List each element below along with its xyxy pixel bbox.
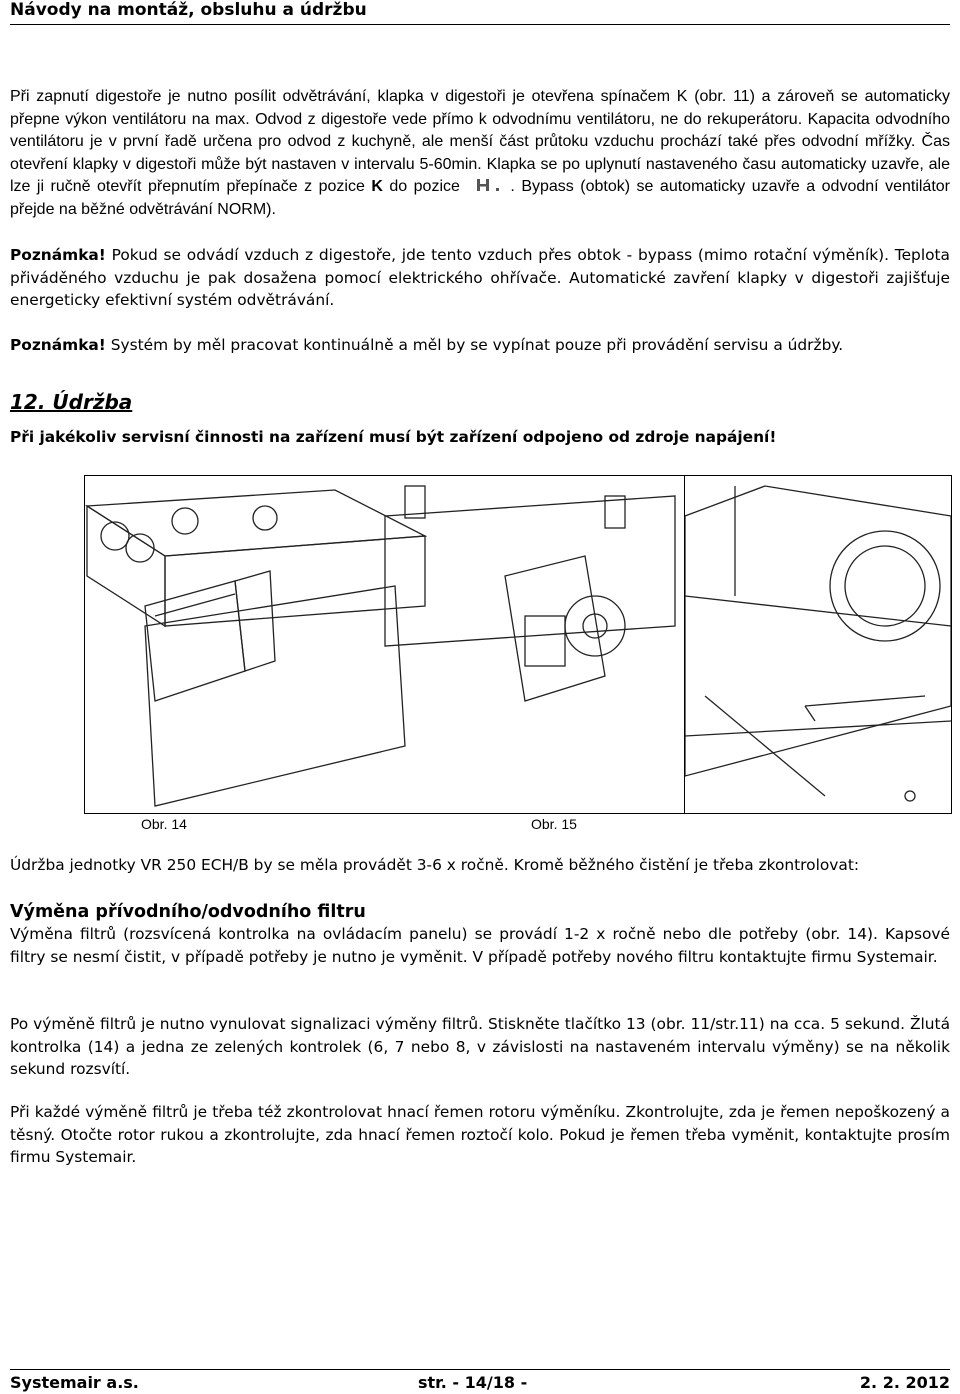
switch-k-label: K: [371, 178, 383, 196]
note-label: Poznámka!: [10, 336, 106, 354]
page-header-title: Návody na montáž, obsluhu a údržbu: [10, 0, 367, 20]
maintenance-intro: Údržba jednotky VR 250 ECH/B by se měla provádět 3-6 x ročně. Kromě běžného čistění je třeba zkontrolovat:: [10, 856, 860, 874]
footer-date: 2. 2. 2012: [859, 1373, 950, 1392]
header-divider: [10, 24, 950, 25]
note-continuous-operation: [10, 334, 950, 357]
paragraph-hood-operation: [10, 86, 950, 222]
filter-replacement-drawing: [85, 476, 683, 813]
safety-warning: Při jakékoliv servisní činnosti na zařízení musí být zařízení odpojeno od zdroje napájení!: [10, 428, 777, 446]
section-heading-maintenance: 12. Údržba: [10, 390, 133, 414]
footer-company: Systemair a.s.: [10, 1373, 139, 1392]
filter-paragraph-1: Výměna filtrů (rozsvícená kontrolka na ovládacím panelu) se provádí 1-2 x ročně nebo dle potřeby (obr. 14). Kapsové filtry se nesmí čistit, v případě potřeby je nutno je vyměnit. V případě potřeby nového filtru kontaktujte firmu Systemair.: [10, 925, 950, 966]
footer-divider: [10, 1369, 950, 1370]
note-bypass: [10, 244, 950, 312]
figure-caption-14: Obr. 14: [141, 816, 187, 832]
note-text: Pokud se odvádí vzduch z digestoře, jde tento vzduch přes obtok - bypass (mimo rotační výměník). Teplota přiváděného vzduchu je pak dosažena pomocí elektrického ohřívače. Automatické zavření klapky v digestoři zajišťuje energeticky efektivní systém odvětrávání.: [10, 246, 950, 310]
figure-caption-15: Obr. 15: [531, 816, 577, 832]
filter-paragraph-2: Po výměně filtrů je nutno vynulovat signalizaci výměny filtrů. Stiskněte tlačítko 13 (obr. 11/str.11) na cca. 5 sekund. Žlutá kontrolka (14) a jedna ze zelených kontrolek (6, 7 nebo 8, v závislosti na nastaveném intervalu výměny) se na několik sekund rozsvítí.: [10, 1015, 950, 1079]
note-label: Poznámka!: [10, 246, 106, 264]
note-text: Systém by měl pracovat kontinuálně a měl by se vypínat pouze při provádění servisu a údržby.: [105, 336, 844, 354]
paragraph-text-after-icon: . Bypass (obtok) se automaticky uzavře a odvodní ventilátor přejde na běžné odvětrávání NORM).: [10, 178, 950, 218]
filter-paragraph-3: Při každé výměně filtrů je třeba též zkontrolovat hnací řemen rotoru výměníku. Zkontrolujte, zda je řemen nepoškozený a těsný. Otočte rotor rukou a zkontrolujte, zda hnací řemen roztočí kolo. Pokud je řemen třeba vyměnit, kontaktujte prosím firmu Systemair.: [10, 1103, 950, 1167]
paragraph-text: Při zapnutí digestoře je nutno posílit odvětrávání, klapka v digestoři je otevřena spínačem K (obr. 11) a zároveň se automaticky přepne výkon ventilátoru na max. Odvod z digestoře vede přímo k odvodnímu ventilátoru, ne do rekuperátoru. Kapacita odvodního ventilátoru je v první řadě určena pro odvod z kuchyně, ale menší část průtoku vzduchu prochází také přes odvodní mřížky. Čas otevření klapky v digestoři může být nastaven v intervalu 5-60min. Klapka se po uplynutí nastaveného času automaticky uzavře, ale lze ji ručně otevřít přepnutím přepínače z pozice: [10, 88, 950, 196]
bypass-switch-icon: [476, 177, 504, 193]
paragraph-text-k-after: do pozice: [382, 178, 460, 196]
filter-section-heading: Výměna přívodního/odvodního filtru: [10, 902, 366, 922]
rotor-belt-drawing: [685, 476, 951, 813]
footer-page-number: str. - 14/18 -: [418, 1373, 528, 1392]
